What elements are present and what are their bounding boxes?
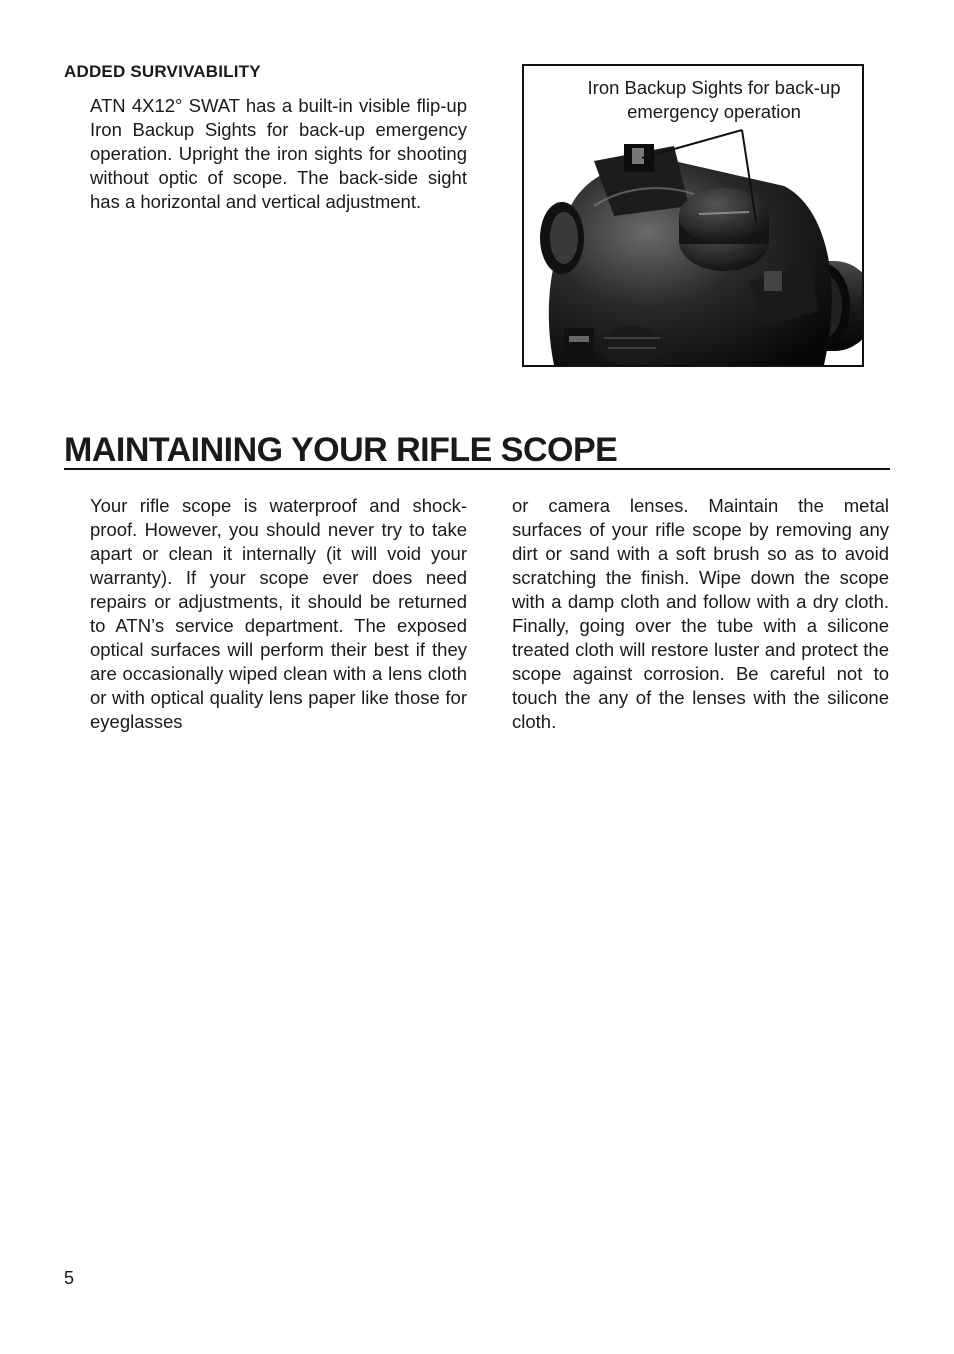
page-title: MAINTAINING YOUR RIFLE SCOPE	[64, 430, 890, 470]
maintaining-paragraph-right: or camera lenses. Maintain the metal surfaces of your rifle scope by removing any dirt or sand with a soft brush so as to avoid scratching the finish. Wipe down the scope with a damp cloth and follow with a dry cloth. Finally, going over the tube with a silicone treated cloth will restore luster and protect the scope against corrosion. Be careful not to touch the any of the lenses with the silicone cloth.	[512, 495, 889, 732]
page-number: 5	[64, 1268, 75, 1288]
figure-caption: Iron Backup Sights for back-up emergency operation	[587, 77, 841, 122]
maintaining-paragraph-left: Your rifle scope is waterproof and shock-proof. However, you should never try to take apart or clean it internally (it will void your warranty). If your scope ever does need repairs or adjustments, it should be returned to ATN’s service department. The exposed optical surfaces will perform their best if they are occasionally wiped clean with a lens cloth or with optical quality lens paper like those for eyeglasses	[90, 495, 467, 732]
section-heading-survivability: ADDED SURVIVABILITY	[64, 62, 261, 81]
survivability-paragraph: ATN 4X12° SWAT has a built-in visible flip-up Iron Backup Sights for back-up emergency operation. Upright the iron sights for shooting without optic of scope. The back-side sight has a horizontal and vertical adjustment.	[90, 95, 467, 212]
scope-photo-figure	[522, 64, 864, 367]
